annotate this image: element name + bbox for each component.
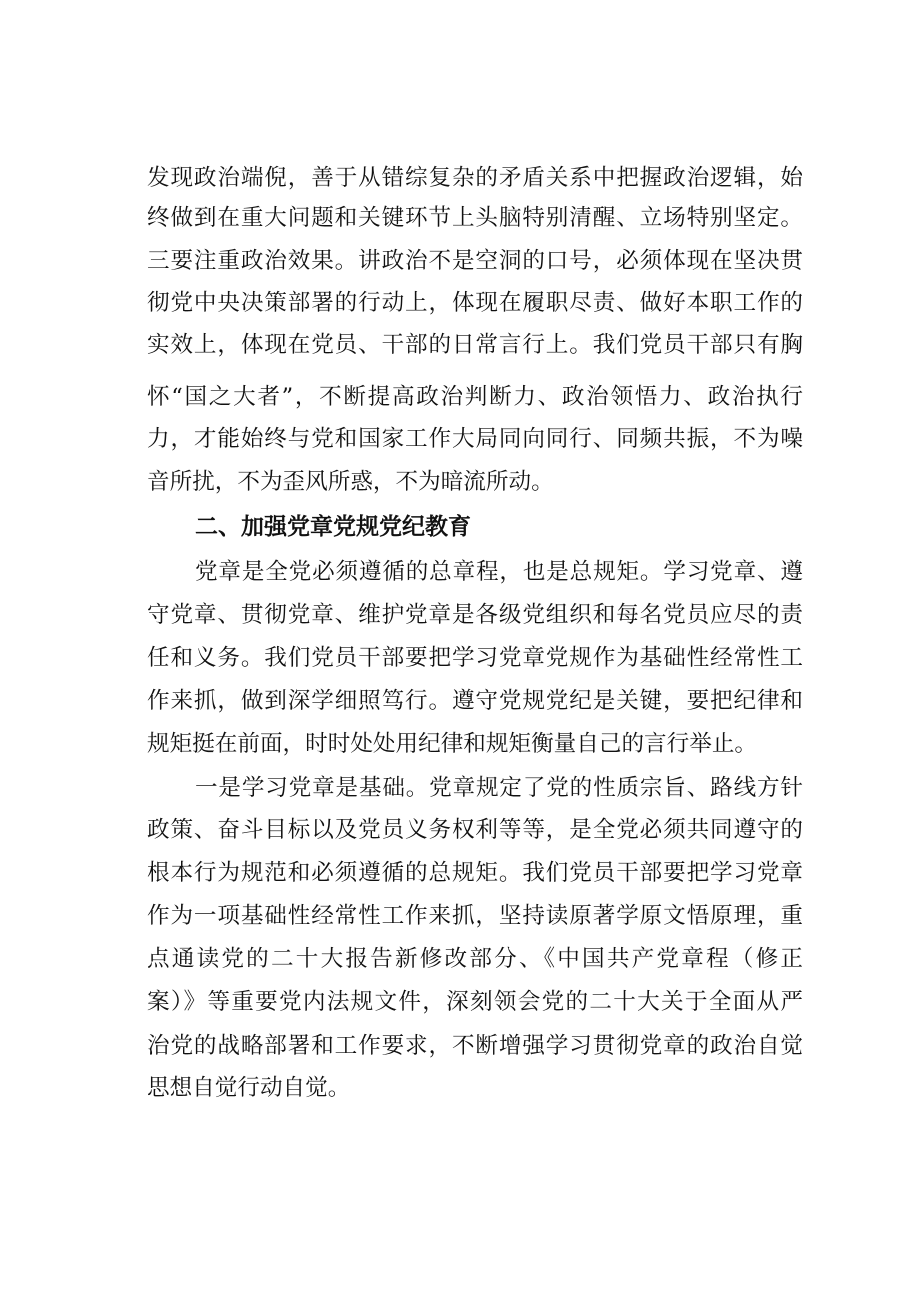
continuation-line: 实效上，体现在党员、干部的日常言行上。我们党员干部只有胸 [147,332,803,358]
paragraph-line: 规矩挺在前面，时时处处用纪律和规矩衡量自己的言行举止。 [147,731,758,757]
paragraph-line: 治党的战略部署和工作要求，不断增强学习贯彻党章的政治自觉 [147,1033,803,1059]
continuation-line: 彻党中央决策部署的行动上，体现在履职尽责、做好本职工作的 [147,290,803,316]
paragraph-line: 政策、奋斗目标以及党员义务权利等等，是全党必须共同遵守的 [147,817,803,843]
continuation-line: 力，才能始终与党和国家工作大局同向同行、同频共振，不为噪 [147,426,803,452]
paragraph-line: 党章是全党必须遵循的总章程，也是总规矩。学习党章、遵 [195,559,803,585]
paragraph-line: 任和义务。我们党员干部要把学习党章党规作为基础性经常性工 [147,645,803,671]
paragraph-line: 一是学习党章是基础。党章规定了党的性质宗旨、路线方针 [195,775,803,801]
section-heading: 二、加强党章党规党纪教育 [195,514,471,540]
paragraph-line: 作为一项基础性经常性工作来抓，坚持读原著学原文悟原理，重 [147,903,803,929]
paragraph-line: 思想自觉行动自觉。 [147,1075,351,1101]
paragraph-line: 作来抓，做到深学细照笃行。遵守党规党纪是关键，要把纪律和 [147,688,803,714]
paragraph-line: 守党章、贯彻党章、维护党章是各级党组织和每名党员应尽的责 [147,602,803,628]
paragraph-line: 案）》等重要党内法规文件，深刻领会党的二十大关于全面从严 [147,989,803,1015]
paragraph-line: 点通读党的二十大报告新修改部分、《中国共产党章程（修正 [147,946,803,972]
continuation-line: 怀“国之大者”，不断提高政治判断力、政治领悟力、政治执行 [147,384,803,410]
continuation-line: 发现政治端倪，善于从错综复杂的矛盾关系中把握政治逻辑，始 [147,165,803,191]
paragraph-line: 根本行为规范和必须遵循的总规矩。我们党员干部要把学习党章 [147,860,803,886]
continuation-line: 音所扰，不为歪风所惑，不为暗流所动。 [147,469,554,495]
continuation-line: 三要注重政治效果。讲政治不是空洞的口号，必须体现在坚决贯 [147,248,803,274]
continuation-line: 终做到在重大问题和关键环节上头脑特别清醒、立场特别坚定。 [147,205,803,231]
